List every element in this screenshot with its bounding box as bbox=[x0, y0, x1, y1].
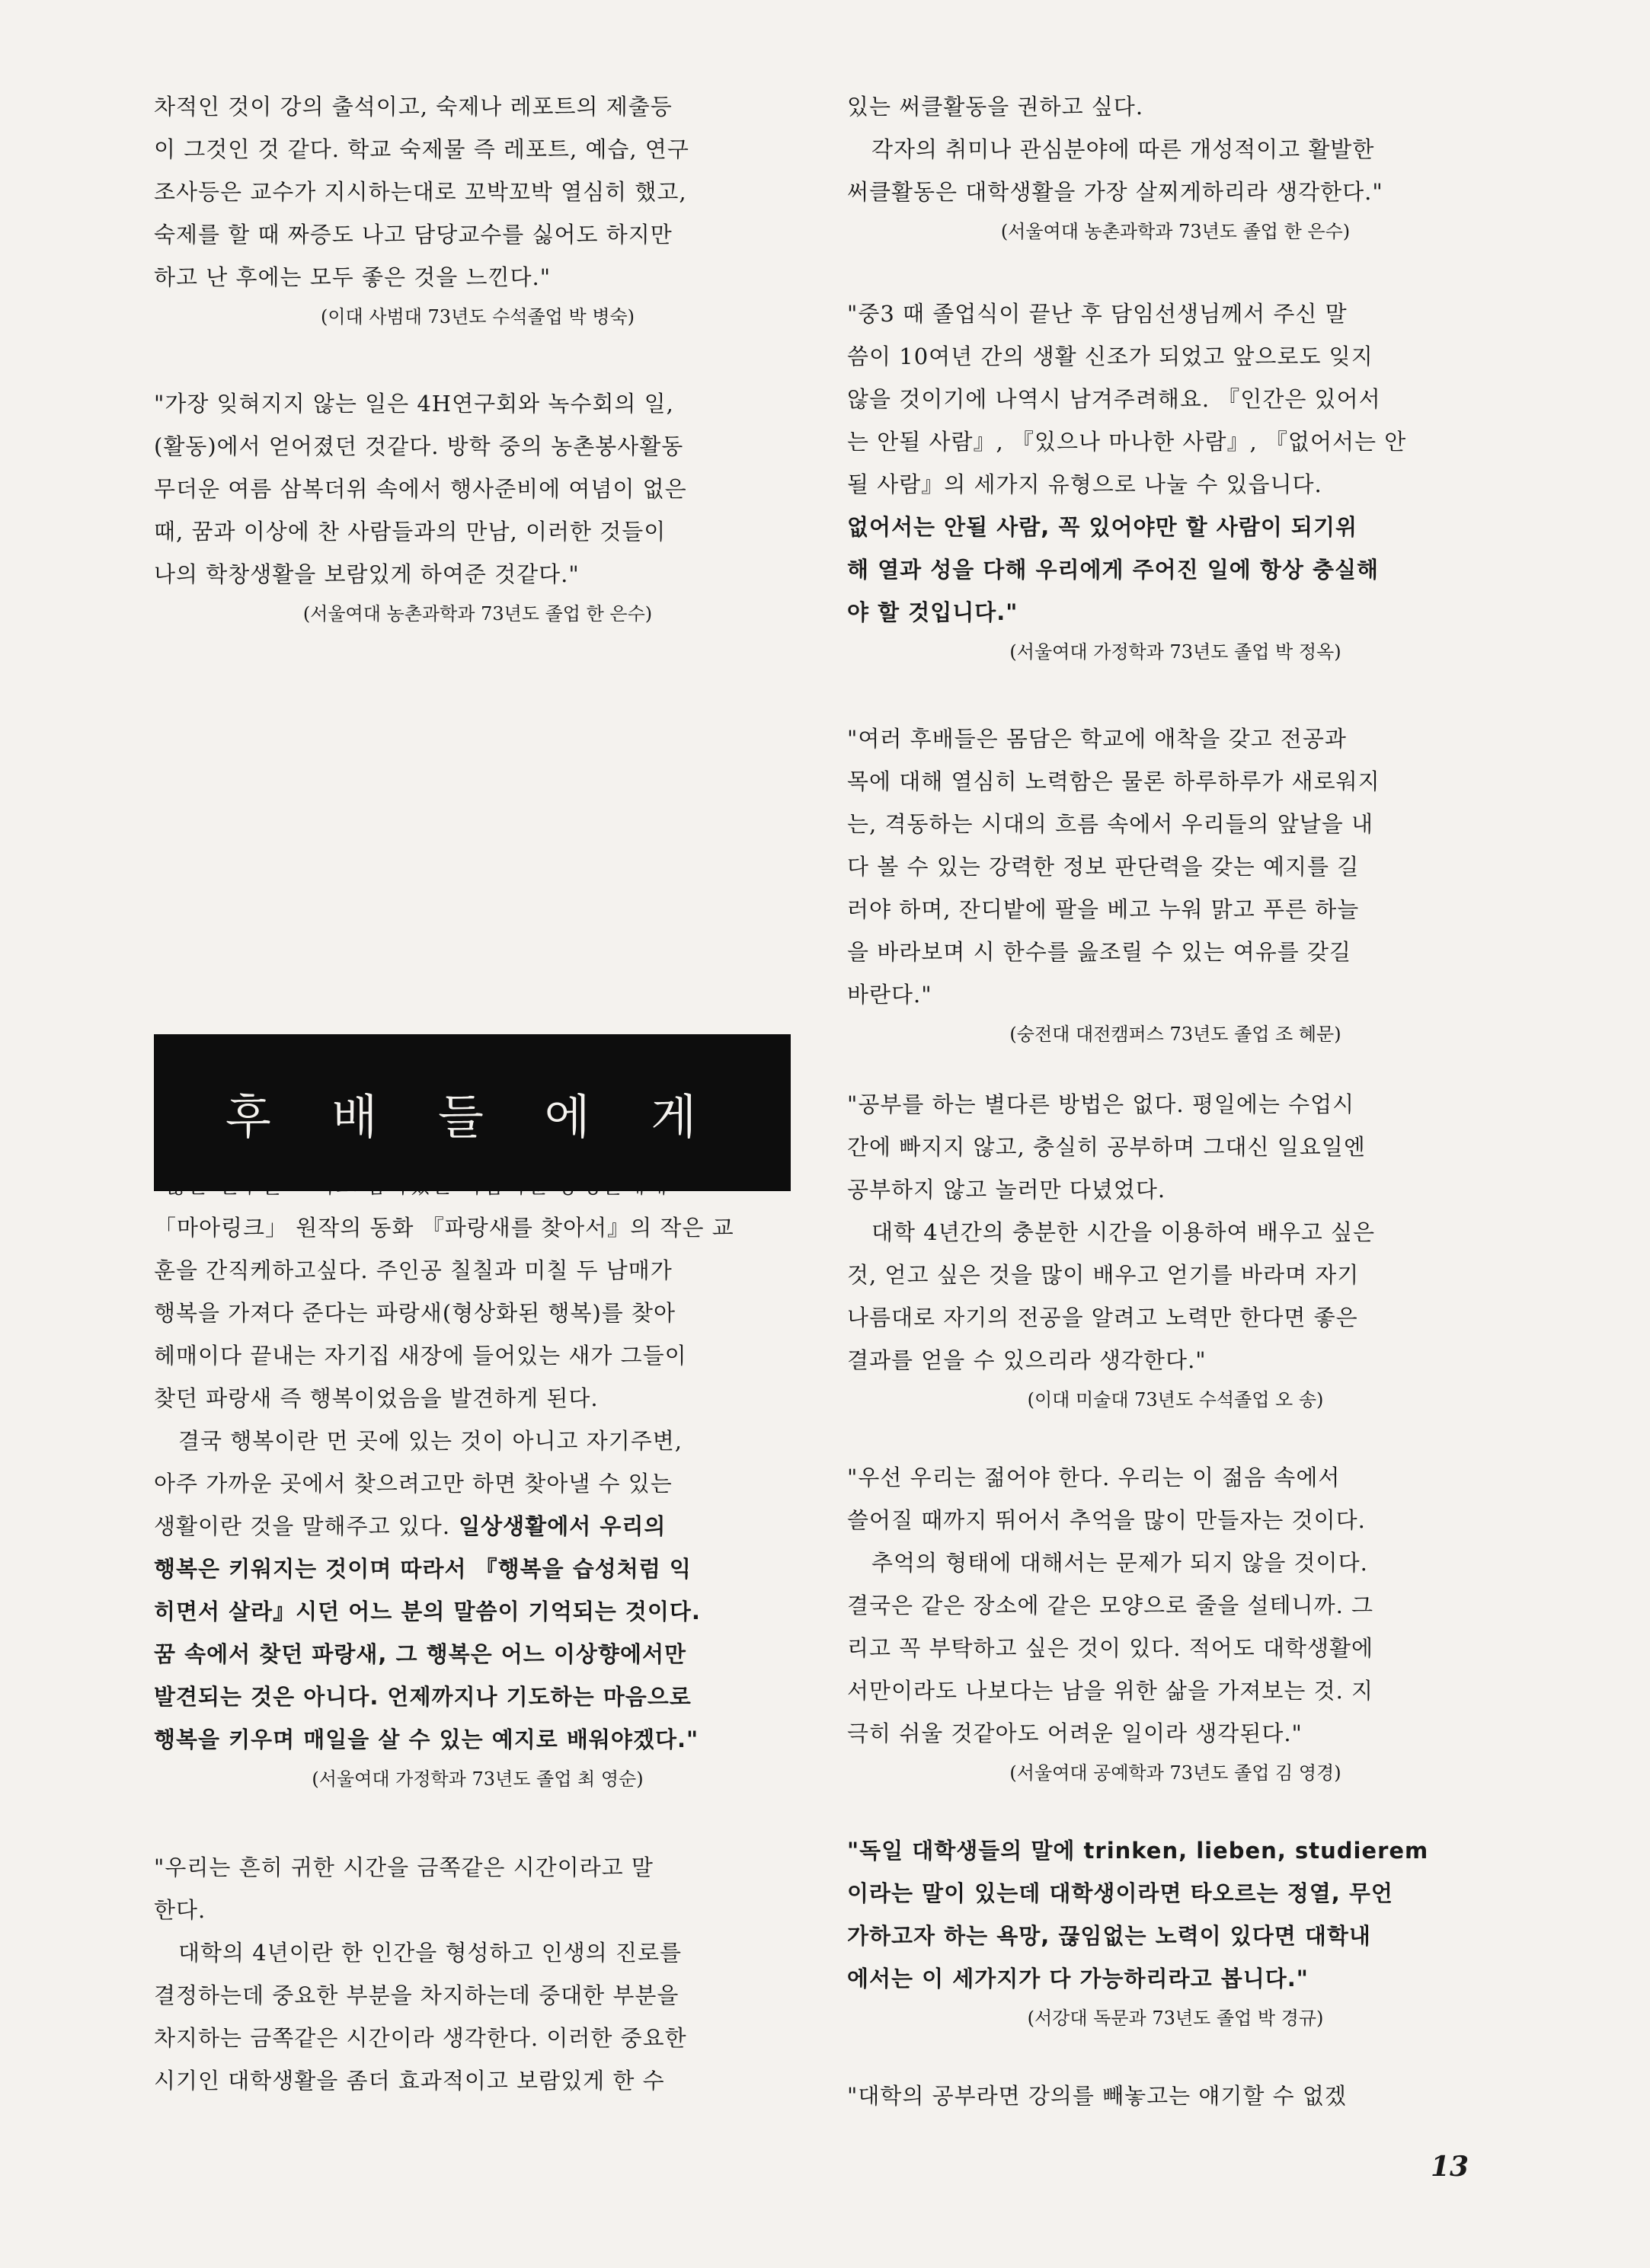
text-line: 결정하는데 중요한 부분을 차지하는데 중대한 부분을 bbox=[154, 1982, 680, 2008]
text-line: 을 바라보며 시 한수를 읊조릴 수 있는 여유를 갖길 bbox=[847, 939, 1352, 965]
text-line: 바란다." bbox=[847, 982, 932, 1008]
text-line: 찾던 파랑새 즉 행복이었음을 발견하게 된다. bbox=[154, 1385, 599, 1411]
emphasis-line: 가하고자 하는 욕망, 끊임없는 노력이 있다면 대학내 bbox=[847, 1923, 1371, 1949]
section-title: 후 배 들 에 게 bbox=[225, 1088, 720, 1145]
quote-o-song bbox=[847, 1083, 1504, 1382]
text-line: 대학의 4년이란 한 인간을 형성하고 인생의 진로를 bbox=[178, 1940, 683, 1966]
text-line: 는, 격동하는 시대의 흐름 속에서 우리들의 앞날을 내 bbox=[847, 811, 1374, 837]
text-line: "중3 때 졸업식이 끝난 후 담임선생님께서 주신 말 bbox=[847, 301, 1348, 327]
text-line: 추억의 형태에 대해서는 문제가 되지 않을 것이다. bbox=[871, 1550, 1368, 1576]
text-line: 나의 학창생활을 보람있게 하여준 것같다." bbox=[154, 561, 580, 587]
emphasis-line: 해 열과 성을 다해 우리에게 주어진 일에 항상 충실해 bbox=[847, 557, 1380, 583]
text-line: "대학의 공부라면 강의를 빼놓고는 얘기할 수 없겠 bbox=[847, 2083, 1347, 2109]
text-line: 행복을 가져다 준다는 파랑새(형상화된 행복)를 찾아 bbox=[154, 1300, 676, 1326]
text-line: (활동)에서 얻어졌던 것같다. 방학 중의 농촌봉사활동 bbox=[154, 433, 684, 459]
text-line: 시기인 대학생활을 좀더 효과적이고 보람있게 한 수 bbox=[154, 2068, 665, 2094]
emphasis-line: 행복은 키워지는 것이며 따라서 『행복을 습성처럼 익 bbox=[154, 1556, 692, 1582]
emphasis-line: 야 할 것입니다." bbox=[847, 599, 1018, 625]
emphasis-line: 없어서는 안될 사람, 꼭 있어야만 할 사람이 되기위 bbox=[847, 514, 1357, 540]
text-line: "우리는 흔히 귀한 시간을 금쪽같은 시간이라고 말 bbox=[154, 1854, 654, 1880]
attribution: (서울여대 공예학과 73년도 졸업 김 영경) bbox=[1009, 1762, 1341, 1784]
attribution: (서강대 독문과 73년도 졸업 박 경규) bbox=[1027, 2008, 1324, 2029]
text-line: "공부를 하는 별다른 방법은 없다. 평일에는 수업시 bbox=[847, 1091, 1355, 1117]
text-line: 헤매이다 끝내는 자기집 새장에 들어있는 새가 그들이 bbox=[154, 1343, 687, 1369]
text-line: 결국 행복이란 먼 곳에 있는 것이 아니고 자기주변, bbox=[178, 1428, 683, 1454]
text-line: 훈을 간직케하고싶다. 주인공 칠칠과 미칠 두 남매가 bbox=[154, 1257, 673, 1283]
attribution: (서울여대 농촌과학과 73년도 졸업 한 은수) bbox=[302, 603, 653, 624]
text-line: 쓸어질 때까지 뛰어서 추억을 많이 만들자는 것이다. bbox=[847, 1507, 1366, 1533]
text-line: 극히 쉬울 것같아도 어려운 일이라 생각된다." bbox=[847, 1720, 1303, 1746]
text-line: 차지하는 금쪽같은 시간이라 생각한다. 이러한 중요한 bbox=[154, 2025, 687, 2051]
attribution: (숭전대 대전캠퍼스 73년도 졸업 조 혜문) bbox=[1009, 1024, 1341, 1045]
right-column bbox=[847, 85, 1504, 2117]
text-line: 목에 대해 열심히 노력함은 물론 하루하루가 새로워지 bbox=[847, 768, 1380, 794]
text-line: 대학 4년간의 충분한 시간을 이용하여 배우고 싶은 bbox=[871, 1219, 1376, 1245]
quote-han-eunsu bbox=[154, 382, 801, 596]
emphasis-line: 이라는 말이 있는데 대학생이라면 타오르는 정열, 무언 bbox=[847, 1880, 1393, 1906]
text-line: 하고 난 후에는 모두 좋은 것을 느낀다." bbox=[154, 264, 552, 290]
quote-park-jeongok bbox=[847, 292, 1504, 634]
section-title-banner bbox=[154, 1034, 791, 1191]
emphasis-line: 히면서 살라』시던 어느 분의 말씀이 기억되는 것이다. bbox=[154, 1599, 701, 1624]
text-line: 숙제를 할 때 짜증도 나고 담당교수를 싫어도 하지만 bbox=[154, 222, 673, 248]
emphasis-line: 행복을 키우며 매일을 살 수 있는 예지로 배워야겠다." bbox=[154, 1727, 699, 1752]
text-line: 간에 빠지지 않고, 충실히 공부하며 그대신 일요일엔 bbox=[847, 1134, 1366, 1160]
text-line: 러야 하며, 잔디밭에 팔을 베고 누워 맑고 푸른 하늘 bbox=[847, 896, 1360, 922]
text-line: 될 사람』의 세가지 유형으로 나눌 수 있읍니다. bbox=[847, 471, 1322, 497]
text-line: 나름대로 자기의 전공을 알려고 노력만 한다면 좋은 bbox=[847, 1305, 1358, 1330]
text-line: 다 볼 수 있는 강력한 정보 판단력을 갖는 예지를 길 bbox=[847, 854, 1360, 880]
text-line: 것, 얻고 싶은 것을 많이 배우고 얻기를 바라며 자기 bbox=[847, 1262, 1360, 1288]
emphasis-line: 에서는 이 세가지가 다 가능하리라고 봅니다." bbox=[847, 1966, 1309, 1992]
text-line: 리고 꼭 부탁하고 싶은 것이 있다. 적어도 대학생활에 bbox=[847, 1635, 1374, 1661]
text-line: "가장 잊혀지지 않는 일은 4H연구회와 녹수회의 일, bbox=[154, 391, 674, 417]
quote-park-gyeonggyu bbox=[847, 1829, 1504, 2000]
text-line: 차적인 것이 강의 출석이고, 숙제나 레포트의 제출등 bbox=[154, 94, 673, 120]
quote-choi-yeongsun bbox=[154, 1164, 801, 1761]
text-line: 씀이 10여년 간의 생활 신조가 되었고 앞으로도 잊지 bbox=[847, 343, 1373, 369]
emphasis-line: 꿈 속에서 찾던 파랑새, 그 행복은 어느 이상향에서만 bbox=[154, 1641, 686, 1667]
quote-precious-time bbox=[154, 1846, 801, 2102]
text-line: 한다. bbox=[154, 1897, 206, 1923]
text-line: 는 안될 사람』, 『있으나 마나한 사람』, 『없어서는 안 bbox=[847, 429, 1407, 455]
text-line: 서만이라도 나보다는 남을 위한 삶을 가져보는 것. 지 bbox=[847, 1678, 1374, 1704]
text-segment: 생활이란 것을 말해주고 있다. bbox=[154, 1513, 451, 1539]
text-line: 아주 가까운 곳에서 찾으려고만 하면 찾아낼 수 있는 bbox=[154, 1471, 673, 1497]
text-line: 결과를 얻을 수 있으리라 생각한다." bbox=[847, 1347, 1207, 1373]
text-line bbox=[154, 1505, 801, 1548]
text-line: 「마아링크」 원작의 동화 『파랑새를 찾아서』의 작은 교 bbox=[154, 1215, 734, 1241]
attribution: (서울여대 농촌과학과 73년도 졸업 한 은수) bbox=[1000, 221, 1351, 242]
text-line: "여러 후배들은 몸담은 학교에 애착을 갖고 전공과 bbox=[847, 726, 1347, 752]
text-line: "우선 우리는 젊어야 한다. 우리는 이 젊음 속에서 bbox=[847, 1465, 1341, 1490]
attribution: (이대 미술대 73년도 수석졸업 오 송) bbox=[1027, 1389, 1324, 1410]
text-line: 않을 것이기에 나역시 남겨주려해요. 『인간은 있어서 bbox=[847, 386, 1381, 412]
quote-jo-hyemun bbox=[847, 717, 1504, 1016]
text-line: 있는 써클활동을 권하고 싶다. bbox=[847, 94, 1144, 120]
quote-park-byeongsuk bbox=[154, 85, 801, 299]
text-line: 결국은 같은 장소에 같은 모양으로 줄을 설테니까. 그 bbox=[847, 1592, 1374, 1618]
quote-circle-activity bbox=[847, 85, 1504, 213]
emphasis-line: "독일 대학생들의 말에 trinken, lieben, studierem bbox=[847, 1838, 1429, 1864]
attribution: (서울여대 가정학과 73년도 졸업 최 영순) bbox=[312, 1768, 644, 1790]
text-line: 이 그것인 것 같다. 학교 숙제물 즉 레포트, 예습, 연구 bbox=[154, 136, 689, 162]
text-line: 각자의 취미나 관심분야에 따른 개성적이고 활발한 bbox=[871, 136, 1375, 162]
text-line: 써클활동은 대학생활을 가장 살찌게하리라 생각한다." bbox=[847, 179, 1383, 205]
emphasis-text: 일상생활에서 우리의 bbox=[450, 1513, 667, 1539]
page-number: 13 bbox=[1431, 2151, 1469, 2183]
text-line: 때, 꿈과 이상에 찬 사람들과의 만남, 이러한 것들이 bbox=[154, 519, 667, 545]
attribution: (서울여대 가정학과 73년도 졸업 박 정옥) bbox=[1009, 641, 1341, 663]
quote-university-study bbox=[847, 2075, 1504, 2117]
text-line: 공부하지 않고 놀러만 다녔었다. bbox=[847, 1177, 1166, 1203]
attribution: (이대 사범대 73년도 수석졸업 박 병숙) bbox=[321, 306, 635, 327]
quote-kim-yeonggyeong bbox=[847, 1456, 1504, 1755]
emphasis-line: 발견되는 것은 아니다. 언제까지나 기도하는 마음으로 bbox=[154, 1684, 692, 1710]
text-line: 무더운 여름 삼복더위 속에서 행사준비에 여념이 없은 bbox=[154, 476, 687, 502]
text-line: 조사등은 교수가 지시하는대로 꼬박꼬박 열심히 했고, bbox=[154, 179, 687, 205]
